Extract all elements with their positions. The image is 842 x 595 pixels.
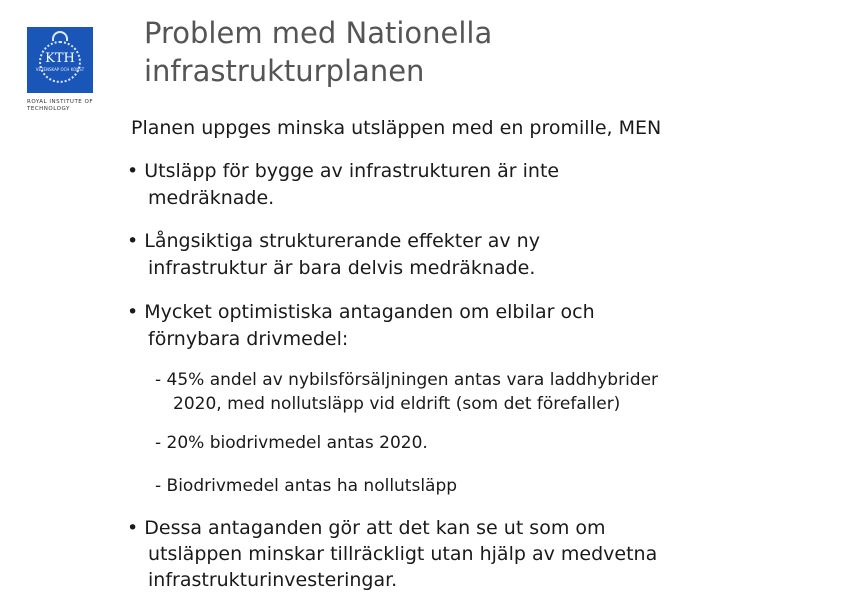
intro-text: Planen uppges minska utsläppen med en promille, MEN (131, 117, 662, 139)
bullet-line: förnybara drivmedel: (148, 328, 349, 350)
bullet-line: • Långsiktiga strukturerande effekter av ny (127, 230, 540, 252)
crown-icon (52, 31, 68, 41)
logo-motto: VETENSKAP OCH KONST (35, 67, 85, 72)
sub-item (155, 431, 428, 455)
bullet-line: • Dessa antaganden gör att det kan se ut som om (127, 517, 606, 539)
title-line: Problem med Nationella (144, 16, 493, 50)
bullet-line: infrastrukturinvesteringar. (148, 569, 398, 591)
sub-item (155, 474, 457, 498)
sub-item (155, 368, 658, 416)
bullet-line: utsläppen minskar tillräckligt utan hjälp av medvetna (148, 543, 658, 565)
logo-text: KTH (45, 51, 75, 66)
title-line: infrastrukturplanen (144, 54, 425, 88)
sub-item-line: - 20% biodrivmedel antas 2020. (155, 433, 428, 453)
sub-item-line: 2020, med nollutsläpp vid eldrift (som det förefaller) (173, 394, 621, 414)
bullet (127, 228, 540, 282)
bullet-final (127, 515, 657, 593)
kth-logo (27, 27, 93, 93)
bullet (127, 158, 559, 212)
bullet-line: • Mycket optimistiska antaganden om elbilar och (127, 301, 595, 323)
sub-item-line: - Biodrivmedel antas ha nollutsläpp (155, 476, 458, 496)
logo-subtitle: ROYAL INSTITUTE OF TECHNOLOGY (27, 99, 94, 112)
slide-title (144, 14, 492, 90)
bullet-line: • Utsläpp för bygge av infrastrukturen är inte (127, 160, 560, 182)
bullet (127, 299, 595, 353)
bullet-line: infrastruktur är bara delvis medräknade. (148, 257, 536, 279)
bullet-line: medräknade. (148, 187, 275, 209)
sub-item-line: - 45% andel av nybilsförsäljningen antas vara laddhybrider (155, 370, 659, 390)
